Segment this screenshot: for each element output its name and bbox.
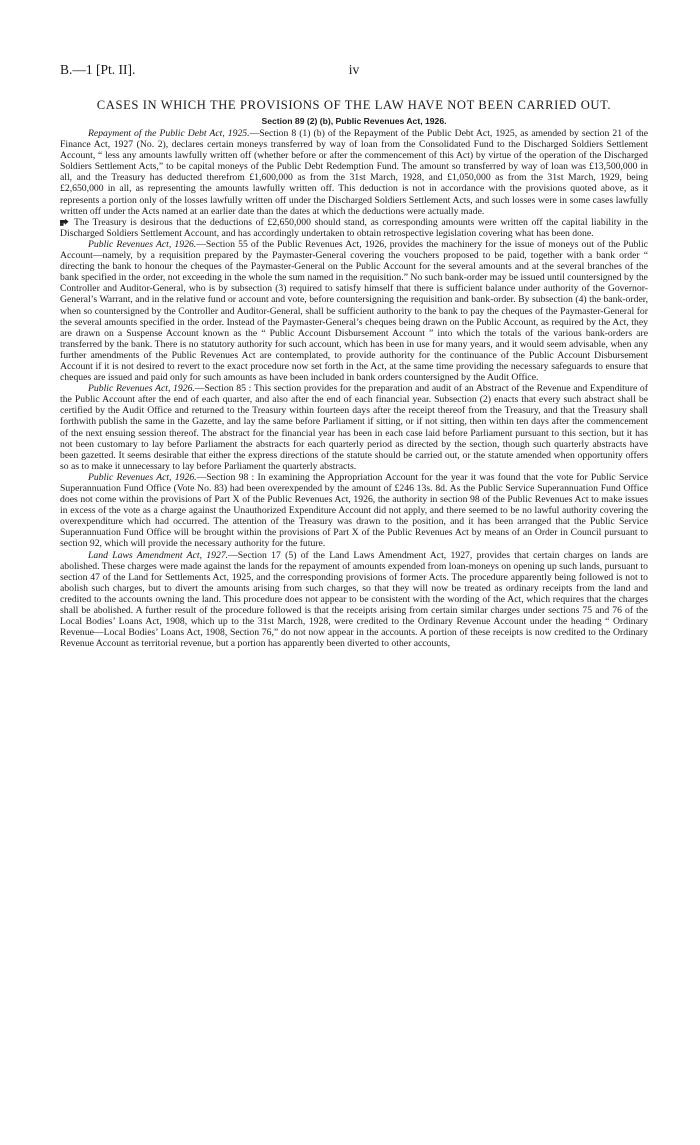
paragraph-public-revenues-s85 — [60, 383, 648, 472]
paragraph-text: —Section 98 : In examining the Appropriation Account for the year it was found that the vote for Public Service Superannuation Fund Office (Vote No. 83) had been overexpended by the amount of £246 13s. 8d. As the Public Service Superannuation Fund Office does not come within the provisions of Part X of the Public Revenues Act, 1926, the authority in section 98 of the Public Revenues Act to make issues in excess of the vote as a charge against the Unauthorized Expenditure Account did not apply, and there seemed to be no lawful authority covering the overexpenditure which had occurred. The attention of the Treasury was drawn to the position, and it has been arranged that the Public Service Superannuation Fund Office will be brought within the provisions of Part X of the Public Revenues Act by means of an Order in Council pursuant to section 92, which will provide the necessary authority for the future. — [60, 471, 648, 550]
section-heading: CASES IN WHICH THE PROVISIONS OF THE LAW HAVE NOT BEEN CARRIED OUT. — [96, 98, 612, 112]
paragraph-treasury — [60, 217, 648, 239]
paragraph-text: —Section 8 (1) (b) of the Repayment of the Public Debt Act, 1925, as amended by section 21 of the Finance Act, 1927 (No. 2), declares certain moneys transferred by way of loan from the Consolidated Fund to the Discharged Soldiers Settlement Account, “ less any amounts lawfully written off (whether before or after the commencement of this Act) by virtue of the operation of the Discharged Soldiers Settlement Acts,” to be capital moneys of the Public Debt Redemption Fund. The amount so transferred by way of loan was £13,500,000 in all, and the Treasury has deducted therefrom £1,600,000 as from the 31st March, 1928, and £1,050,000 as from the 31st March, 1929, being £2,650,000 in all, as representing the amounts lawfully written off. This deduction is not in accordance with the provisions quoted above, as it represents a portion only of the losses lawfully written off under the Discharged Soldiers Settlement Acts, and such losses were in some cases lawfully written off under the Acts named at an earlier date than the dates at which the deductions were actually made. — [60, 128, 648, 217]
body-text — [60, 128, 648, 649]
paragraph-text: The Treasury is desirous that the deductions of £2,650,000 should stand, as corresponding amounts were written off the capital liability in the Discharged Soldiers Settlement Account, and has accordingly undertaken to obtain retrospective legislation covering what has been done. — [60, 216, 648, 239]
pointing-hand-icon — [60, 218, 69, 226]
paragraph-public-debt — [60, 128, 648, 217]
paragraph-text: —Section 17 (5) of the Land Laws Amendment Act, 1927, provides that certain charges on lands are abolished. These charges were made against the lands for the repayment of amounts expended from loan-moneys on opening up such lands, pursuant to section 47 of the Land for Settlements Act, 1925, and the corresponding provisions of former Acts. The procedure apparently being followed is not to abolish such charges, but to divert the amounts arising from such charges, so that they will now be treated as ordinary receipts from the land and credited to the accounts owning the land. This procedure does not appear to be consistent with the wording of the Act, which requires that the charges shall be abolished. A further result of the procedure followed is that the receipts arising from certain similar charges under sections 75 and 76 of the Local Bodies’ Loans Act, 1908, which up to the 31st March, 1928, were credited to the Ordinary Revenue Account under the heading “ Ordinary Revenue—Local Bodies’ Loans Act, 1908, Section 76,” do not now appear in the accounts. A portion of these receipts is now credited to the Ordinary Revenue Account as territorial revenue, but a portion has apparently been diverted to other accounts, — [60, 549, 648, 650]
paragraph-lead: Land Laws Amendment Act, 1927. — [88, 549, 229, 561]
paragraph-lead: Public Revenues Act, 1926. — [88, 471, 197, 483]
paragraph-text: —Section 55 of the Public Revenues Act, 1926, provides the machinery for the issue of moneys out of the Public Account—namely, by a requisition prepared by the Paymaster-General covering the vouchers proposed to be paid, together with a bank order “ directing the bank to honour the cheques of the Paymaster-General on the Public Account for the several amounts and at the several branches of the bank specified in the order, not exceeding in the whole the sum named in the requisition.” No such bank-order may be issued until countersigned by the Controller and Auditor-General, who is by subsection (3) required to satisfy himself that there is sufficient balance under authority of the Governor-General’s Warrant, and in the relative fund or account and vote, before countersigning the requisition and bank-order. By subsection (4) the bank-order, when so countersigned by the Controller and Auditor-General, shall be sufficient authority to the bank to pay the cheques of the Paymaster-General for the several amounts specified in the order. Instead of the Paymaster-General’s cheques being drawn on the Public Account, as required by the Act, they are drawn on a Suspense Account known as the “ Public Account Disbursement Account ” into which the totals of the various bank-orders are transferred by the bank. There is no statutory authority for such account, which has been in use for many years, and it would seem advisable, when any further amendments of the Public Revenues Act are contemplated, to provide authority for the continuance of the Public Account Disbursement Account if it is not desired to revert to the exact procedure now set forth in the Act, at the same time providing the necessary safeguards to ensure that cheques are issued and paid only for such amounts as have been included in bank orders countersigned by the Audit Office. — [60, 238, 648, 384]
paragraph-lead: Public Revenues Act, 1926. — [88, 238, 197, 250]
report-reference: B.—1 [Pt. II]. — [60, 62, 136, 77]
section-subheading: Section 89 (2) (b), Public Revenues Act, 1926. — [261, 116, 447, 126]
paragraph-public-revenues-s55 — [60, 239, 648, 383]
paragraph-text: —Section 85 : This section provides for the preparation and audit of an Abstract of the Revenue and Expenditure of the Public Account after the end of each quarter, and also after the end of each financial year. Subsection (2) enacts that every such abstract shall be certified by the Audit Office and returned to the Treasury within fourteen days after the receipt thereof from the Treasury, and that the Treasury shall forthwith publish the same in the Gazette, and lay the same before Parliament if sitting, or if not sitting, then within ten days after the commencement of the next ensuing session thereof. The abstract for the financial year has been in each case laid before Parliament pursuant to this section, but it has not been customary to lay before Parliament the abstracts for each quarterly period as directed by the section, though such quarterly abstracts have been gazetted. It seems desirable that either the express directions of the statute should be carried out, or the statute amended when opportunity offers so as to make it unnecessary to lay before Parliament the quarterly abstracts. — [60, 383, 648, 472]
paragraph-land-laws — [60, 550, 648, 650]
paragraph-public-revenues-s98 — [60, 472, 648, 550]
page-number: iv — [348, 62, 360, 77]
paragraph-lead: Repayment of the Public Debt Act, 1925. — [88, 128, 250, 139]
paragraph-lead: Public Revenues Act, 1926. — [88, 383, 195, 395]
running-header — [60, 62, 648, 84]
